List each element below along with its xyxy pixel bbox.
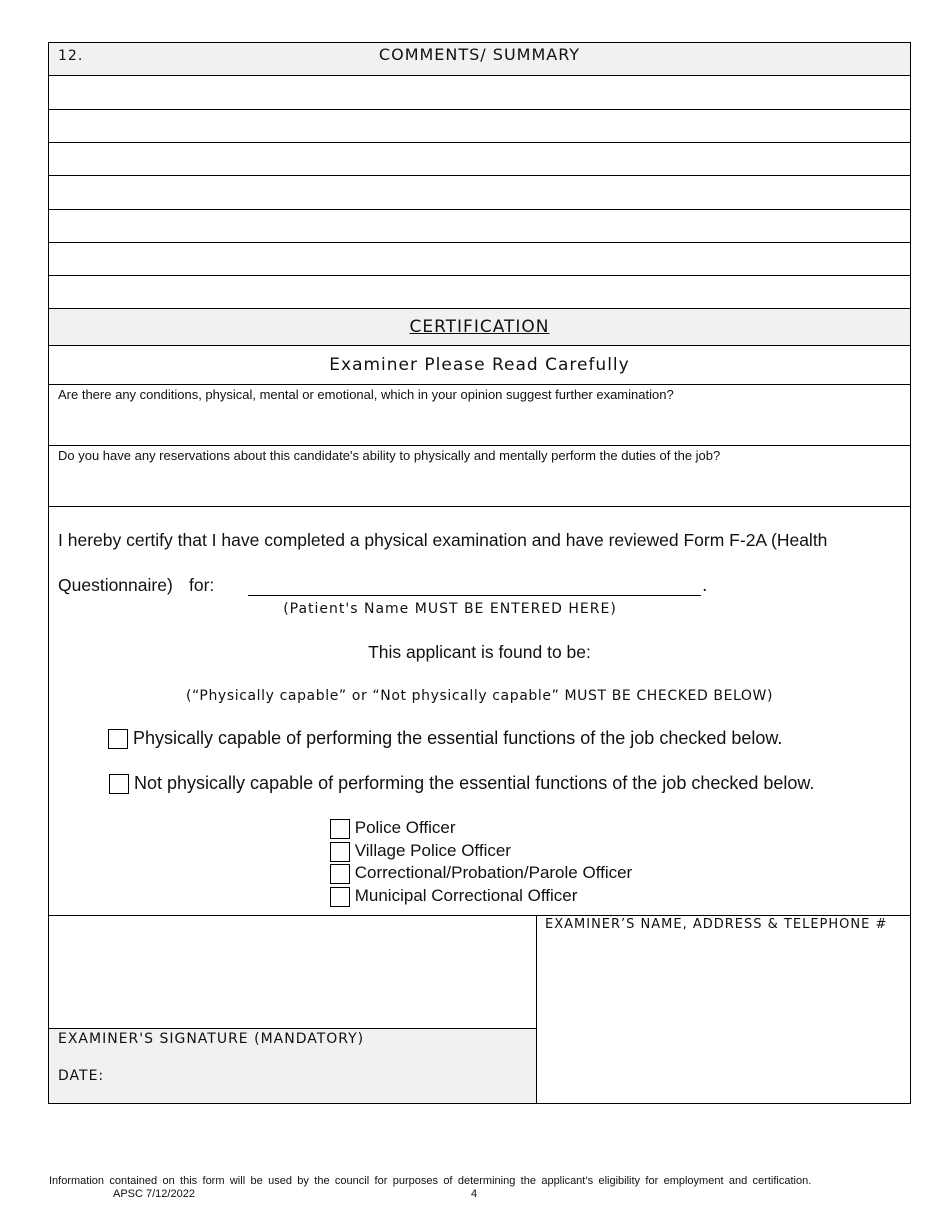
question-line: [48, 445, 911, 446]
option-not-capable: [109, 773, 814, 794]
patient-name-field[interactable]: [248, 574, 701, 596]
certification-line: [48, 345, 911, 346]
certification-subtitle: Examiner Please Read Carefully: [329, 355, 630, 375]
comments-line: [48, 175, 911, 176]
footer-disclaimer: Information contained on this form will be used by the council for purposes of determining the applicant’s eligibility for employment and certification.: [49, 1175, 812, 1187]
job-label: Police Officer: [354, 818, 456, 837]
comments-line: [48, 275, 911, 276]
patient-name-period: .: [702, 576, 708, 596]
check-instruction: (“Physically capable” or “Not physically capable” MUST BE CHECKED BELOW): [185, 688, 774, 704]
not-capable-checkbox[interactable]: [109, 774, 129, 794]
job-option: [330, 863, 632, 884]
option-capable-label: Physically capable of performing the essential functions of the job checked below.: [133, 728, 783, 748]
comments-line: [48, 242, 911, 243]
job-checkbox[interactable]: [330, 864, 350, 884]
certification-title: CERTIFICATION: [409, 317, 550, 337]
footer-form-id: APSC 7/12/2022: [113, 1188, 195, 1200]
patient-name-caption: (Patient's Name MUST BE ENTERED HERE): [283, 601, 617, 617]
job-checkbox[interactable]: [330, 842, 350, 862]
date-label: DATE:: [58, 1068, 105, 1084]
comments-line: [48, 109, 911, 110]
job-option: [330, 841, 511, 862]
job-label: Municipal Correctional Officer: [354, 886, 578, 905]
footer-page-number: 4: [471, 1188, 478, 1200]
certify-statement: I hereby certify that I have completed a physical examination and have reviewed Form F-2A (Health: [58, 530, 828, 550]
certify-for: for:: [189, 575, 215, 595]
question-further-exam: Are there any conditions, physical, mental or emotional, which in your opinion suggest further examination?: [58, 387, 674, 402]
certify-questionnaire: Questionnaire): [58, 575, 173, 595]
examiner-name-label: EXAMINER’S NAME, ADDRESS & TELEPHONE #: [545, 917, 888, 932]
job-checkbox[interactable]: [330, 887, 350, 907]
job-checkbox[interactable]: [330, 819, 350, 839]
option-not-capable-label: Not physically capable of performing the essential functions of the job checked below.: [134, 773, 815, 793]
question-reservations: Do you have any reservations about this candidate's ability to physically and mentally perform the duties of the job?: [58, 448, 721, 463]
comments-line: [48, 209, 911, 210]
capable-checkbox[interactable]: [108, 729, 128, 749]
job-option: [330, 886, 577, 907]
job-label: Village Police Officer: [354, 841, 511, 860]
question-line: [48, 506, 911, 507]
option-capable: [108, 728, 782, 749]
examiner-name-field[interactable]: [537, 935, 910, 1103]
comments-title: COMMENTS/ SUMMARY: [378, 45, 581, 64]
found-to-be: This applicant is found to be:: [368, 642, 591, 662]
certification-line: [48, 384, 911, 385]
job-option: [330, 818, 456, 839]
comments-line: [48, 75, 911, 76]
comments-number: 12.: [58, 48, 84, 64]
comments-line: [48, 142, 911, 143]
signature-field[interactable]: [49, 916, 536, 1028]
signature-label: EXAMINER'S SIGNATURE (MANDATORY): [58, 1031, 365, 1047]
job-label: Correctional/Probation/Parole Officer: [354, 863, 633, 882]
